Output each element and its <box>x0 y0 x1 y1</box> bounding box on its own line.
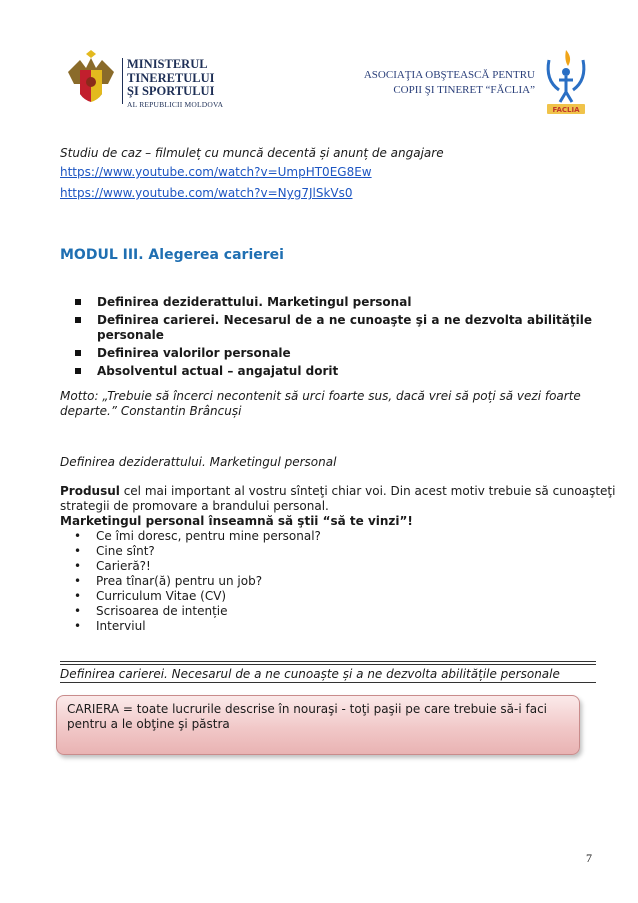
divider-line <box>60 664 596 665</box>
list-item: • Prea tînar(ă) pentru un job? <box>74 574 321 589</box>
list-item: • Cine sînt? <box>74 544 321 559</box>
case-study-line: Studiu de caz – filmuleț cu muncă decentă și anunț de angajare <box>60 146 444 160</box>
youtube-link-1[interactable]: https://www.youtube.com/watch?v=UmpHT0EG8Ew <box>60 165 372 179</box>
module-item: Definirea deziderattului. Marketingul personal <box>75 295 592 310</box>
career-definition-text <box>67 702 567 732</box>
list-item: • Interviul <box>74 619 321 634</box>
square-bullet-icon <box>75 350 81 356</box>
marketing-statement: Marketingul personal înseamnă să ştii “să te vinzi”! <box>60 514 413 528</box>
product-bold: Produsul <box>60 484 120 498</box>
list-item: • Curriculum Vitae (CV) <box>74 589 321 604</box>
ministry-line-1: MINISTERUL <box>127 57 208 71</box>
faclia-logo <box>543 46 589 116</box>
module-items-list <box>75 295 592 382</box>
page-number: 7 <box>586 851 592 865</box>
ngo-line-1: ASOCIAŢIA OBŞTEASCĂ PENTRU <box>363 69 535 81</box>
divider-line <box>60 661 596 662</box>
career-definition-line-1: CARIERA = toate lucrurile descrise în nouraşi - toţi paşii pe care trebuie să-i faci <box>67 702 548 716</box>
list-item: • Carieră?! <box>74 559 321 574</box>
faclia-logo-text: FACLIA <box>552 106 580 114</box>
square-bullet-icon <box>75 299 81 305</box>
product-paragraph-line-1: Produsul cel mai important al vostru sînteţi chiar voi. Din acest motiv trebuie să cunoaşteţi <box>60 484 616 498</box>
ministry-line-4: AL REPUBLICII MOLDOVA <box>127 99 224 109</box>
module-item: Absolventul actual – angajatul dorit <box>75 364 592 379</box>
ministry-line-3: ŞI SPORTULUI <box>127 84 215 98</box>
module-title: MODUL III. Alegerea carierei <box>60 247 284 263</box>
section-title-career: Definirea carierei. Necesarul de a ne cunoaște și a ne dezvolta abilitățile personale <box>60 667 560 681</box>
module-item-continuation: personale <box>97 328 164 342</box>
list-item: • Scrisoarea de intenție <box>74 604 321 619</box>
motto-line-2: departe.” Constantin Brâncuși <box>60 404 242 418</box>
section-title-marketing: Definirea deziderattului. Marketingul personal <box>60 455 337 469</box>
product-paragraph-line-2: strategii de promovare a brandului personal. <box>60 499 329 513</box>
youtube-link-2[interactable]: https://www.youtube.com/watch?v=Nyg7JlSkVs0 <box>60 186 353 200</box>
module-item: Definirea valorilor personale <box>75 346 592 361</box>
questions-list <box>74 529 321 634</box>
ngo-line-2: COPII ŞI TINERET “FĂCLIA” <box>393 83 535 96</box>
ministry-line-2: TINERETULUI <box>127 70 215 85</box>
career-definition-line-2: pentru a le obţine şi păstra <box>67 717 230 731</box>
divider-line <box>60 682 596 683</box>
ministry-name <box>127 58 223 110</box>
flame-icon <box>565 50 570 66</box>
ministry-coat-of-arms-icon <box>66 50 116 114</box>
module-item: Definirea carierei. Necesarul de a ne cunoaşte şi a ne dezvolta abilităţile <box>75 313 592 328</box>
list-item: • Ce îmi doresc, pentru mine personal? <box>74 529 321 544</box>
ngo-name <box>364 68 535 97</box>
ministry-divider <box>122 58 123 104</box>
motto-line-1: Motto: „Trebuie să încerci necontenit să urci foarte sus, dacă vrei să poți să vezi foarte <box>60 389 581 403</box>
square-bullet-icon <box>75 368 81 374</box>
square-bullet-icon <box>75 317 81 323</box>
